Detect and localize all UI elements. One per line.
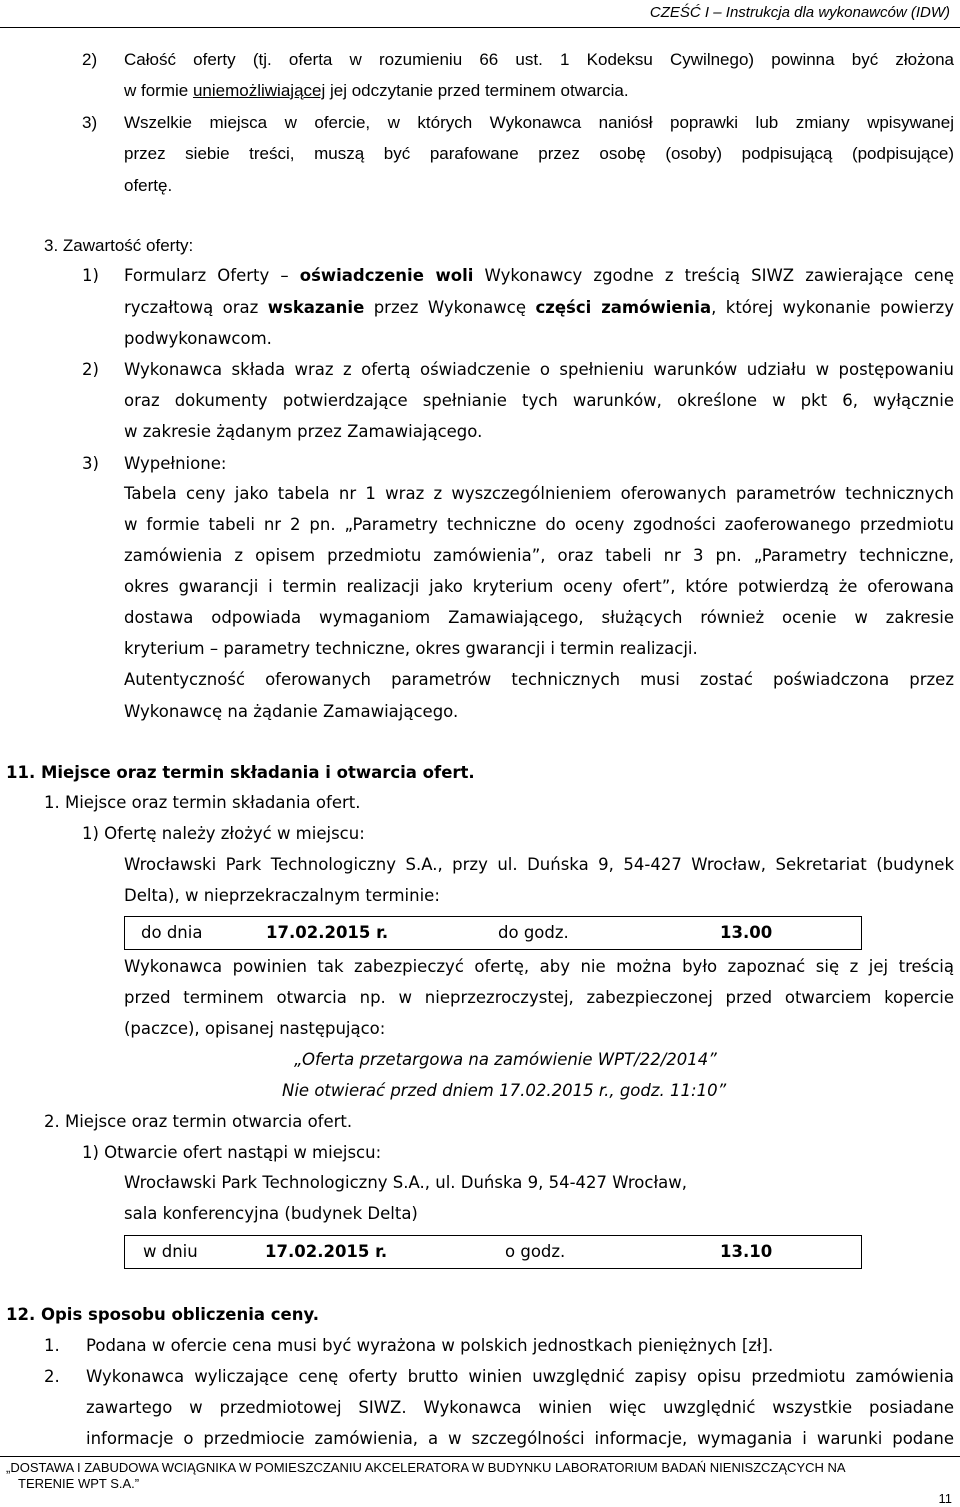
paragraph-line: podwykonawcom.: [124, 329, 272, 348]
paragraph-line: dostawa odpowiada wymaganiom Zamawiającego, służących również ocenie w zakresie: [124, 608, 954, 627]
paragraph-line: informacje o przedmiocie zamówienia, a w szczególności informacje, wymagania i warunki podane: [86, 1429, 954, 1448]
paragraph-line: Wszelkie miejsca w ofercie, w których Wykonawca naniósł poprawki lub zmiany wpisywanej: [124, 113, 954, 132]
paragraph-line: Autentyczność oferowanych parametrów technicznych musi zostać poświadczona przez: [124, 670, 954, 689]
section-heading: 11. Miejsce oraz termin składania i otwarcia ofert.: [6, 763, 475, 782]
section-heading: 12. Opis sposobu obliczenia ceny.: [6, 1305, 320, 1324]
paragraph-line: Wrocławski Park Technologiczny S.A., ul. Duńska 9, 54-427 Wrocław,: [124, 1173, 687, 1192]
paragraph-line: Wykonawca wyliczające cenę oferty brutto winien uwzględnić zapisy opisu przedmiotu zamówienia: [86, 1367, 954, 1386]
paragraph-line: zamówienia z opisem przedmiotu zamówienia”, oraz tabeli nr 3 pn. „Parametry techniczne,: [124, 546, 954, 565]
opening-time-label: o godz.: [505, 1242, 566, 1261]
paragraph-line: okres gwarancji i termin realizacji jako kryterium oceny ofert”, które potwierdzą że oferowana: [124, 577, 954, 596]
paragraph-line: sala konferencyjna (budynek Delta): [124, 1204, 418, 1223]
subsection-heading: 1. Miejsce oraz termin składania ofert.: [44, 793, 361, 812]
opening-date: 17.02.2015 r.: [265, 1242, 388, 1261]
item-number: 2.: [44, 1367, 60, 1386]
deadline-time-label: do godz.: [498, 923, 569, 942]
opening-date-label: w dniu: [143, 1242, 198, 1261]
paragraph-line: Wrocławski Park Technologiczny S.A., przy ul. Duńska 9, 54-427 Wrocław, Sekretariat (budynek: [124, 855, 954, 874]
paragraph-line: przed terminem otwarcia np. w nieprzezroczystej, zabezpieczonej przed otwarciem kopercie: [124, 988, 954, 1007]
paragraph-line: ofertę.: [124, 176, 173, 195]
deadline-time: 13.00: [720, 923, 773, 942]
paragraph-line: kryterium – parametry techniczne, okres gwarancji i termin realizacji.: [124, 639, 698, 658]
section-heading: 3. Zawartość oferty:: [44, 236, 194, 255]
paragraph-line: Podana w ofercie cena musi być wyrażona w polskich jednostkach pieniężnych [zł].: [86, 1336, 774, 1355]
paragraph-line: Wykonawca składa wraz z ofertą oświadczenie o spełnieniu warunków udziału w postępowaniu: [124, 360, 954, 379]
footer-line: TERENIE WPT S.A.”: [18, 1476, 140, 1491]
opening-time: 13.10: [720, 1242, 773, 1261]
item-number: 1): [82, 266, 99, 285]
paragraph-line: Delta), w nieprzekraczalnym terminie:: [124, 886, 440, 905]
deadline-date-label: do dnia: [141, 923, 203, 942]
item-label: Wypełnione:: [124, 454, 227, 473]
item-number: 3): [82, 113, 98, 132]
paragraph-line: zawartego w przedmiotowej SIWZ. Wykonawca winien więc uwzględnić wszystkie posiadane: [86, 1398, 954, 1417]
envelope-label: „Oferta przetargowa na zamówienie WPT/22/2014”: [294, 1050, 717, 1069]
footer-rule: [0, 1456, 960, 1457]
paragraph-line: oraz dokumenty potwierdzające spełnianie tych warunków, określone w pkt 6, wyłącznie: [124, 391, 954, 410]
paragraph-line: Wykonawca powinien tak zabezpieczyć ofertę, aby nie można było zapoznać się z jej treścią: [124, 957, 954, 976]
envelope-label: Nie otwierać przed dniem 17.02.2015 r., godz. 11:10”: [282, 1081, 727, 1100]
page-number: 11: [938, 1491, 952, 1506]
opening-box: [124, 1235, 862, 1269]
paragraph-line: ryczałtową oraz wskazanie przez Wykonawcę części zamówienia, której wykonanie powierzy: [124, 298, 954, 317]
paragraph-line: w formie uniemożliwiającej jej odczytanie przed terminem otwarcia.: [124, 81, 629, 100]
paragraph-line: przez siebie treści, muszą być parafowane przez osobę (osoby) podpisującą (podpisujące): [124, 144, 954, 163]
deadline-date: 17.02.2015 r.: [266, 923, 389, 942]
paragraph-line: Całość oferty (tj. oferta w rozumieniu 66 ust. 1 Kodeksu Cywilnego) powinna być złożona: [124, 50, 954, 69]
deadline-box: [124, 916, 862, 950]
list-item: 1) Ofertę należy złożyć w miejscu:: [82, 824, 365, 843]
item-number: 2): [82, 50, 98, 69]
running-header: CZEŚĆ I – Instrukcja dla wykonawców (IDW): [649, 4, 950, 21]
paragraph-line: Tabela ceny jako tabela nr 1 wraz z wyszczególnieniem oferowanych parametrów technicznych: [124, 484, 954, 503]
paragraph-line: w zakresie żądanym przez Zamawiającego.: [124, 422, 483, 441]
item-number: 3): [82, 454, 99, 473]
header-rule: [0, 27, 960, 28]
footer-line: „DOSTAWA I ZABUDOWA WCIĄGNIKA W POMIESZCZANIU AKCELERATORA W BUDYNKU LABORATORIUM BADAŃ NIENISZCZĄCYCH NA: [6, 1460, 846, 1475]
paragraph-line: w formie tabeli nr 2 pn. „Parametry techniczne do oceny zgodności zaoferowanego przedmiotu: [124, 515, 954, 534]
list-item: 1) Otwarcie ofert nastąpi w miejscu:: [82, 1143, 382, 1162]
paragraph-line: Wykonawcę na żądanie Zamawiającego.: [124, 702, 459, 721]
subsection-heading: 2. Miejsce oraz termin otwarcia ofert.: [44, 1112, 353, 1131]
item-number: 2): [82, 360, 99, 379]
paragraph-line: (paczce), opisanej następująco:: [124, 1019, 386, 1038]
item-number: 1.: [44, 1336, 60, 1355]
paragraph-line: Formularz Oferty – oświadczenie woli Wykonawcy zgodne z treścią SIWZ zawierające cenę: [124, 266, 954, 285]
